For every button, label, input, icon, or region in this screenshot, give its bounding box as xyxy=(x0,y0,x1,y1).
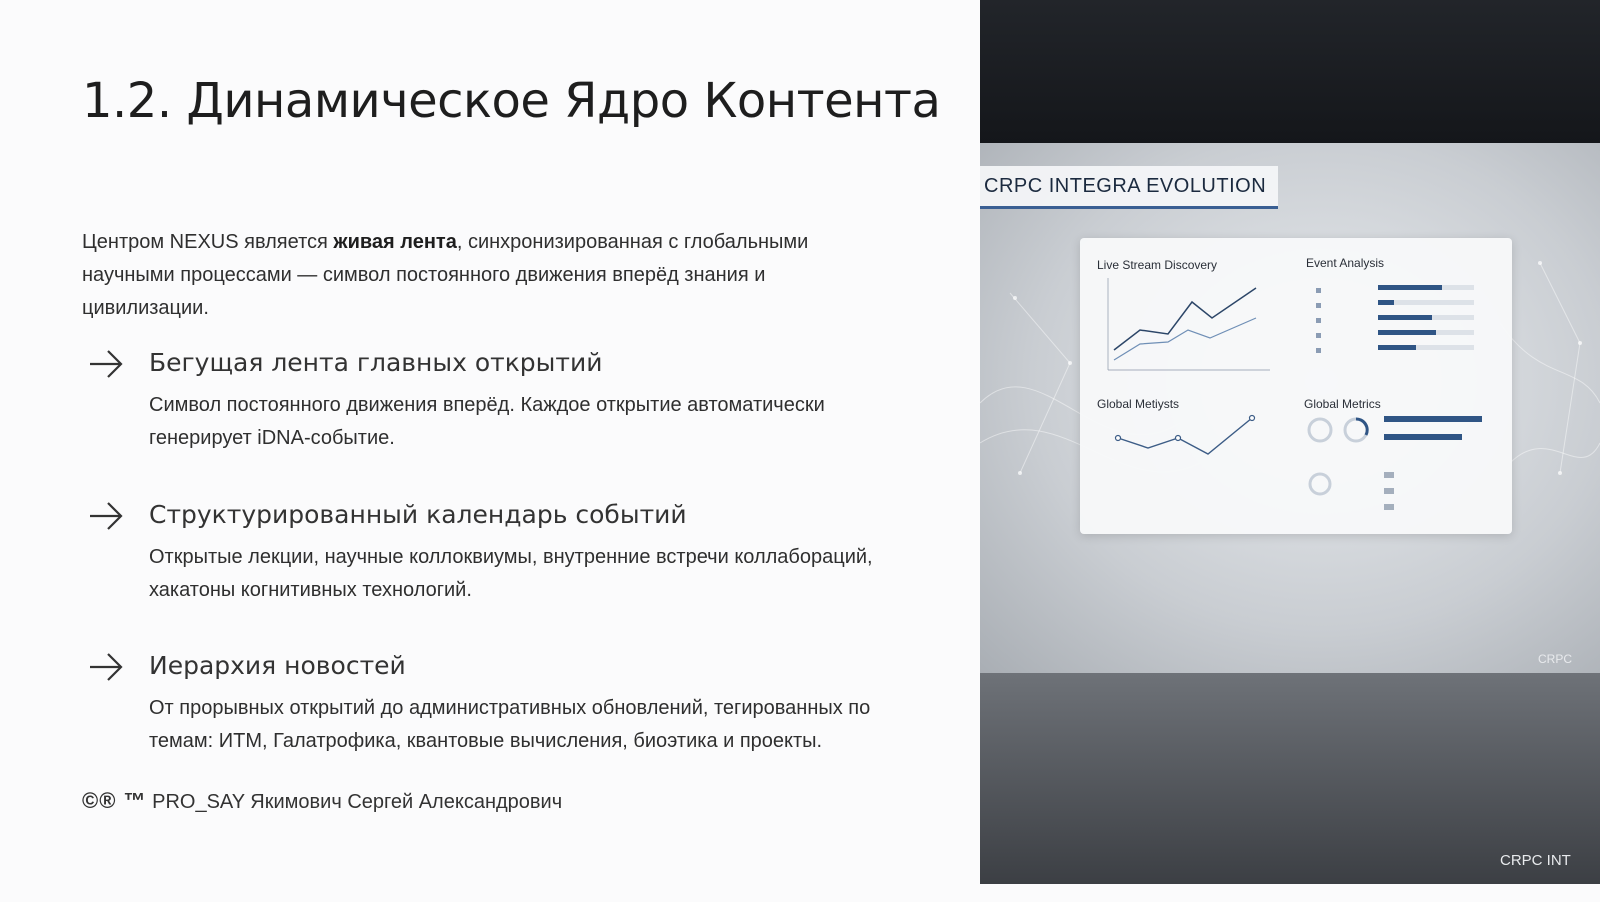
feature-title: Структурированный календарь событий xyxy=(149,500,687,529)
intro-text-end: , синхронизированная с глобальными научными процессами — символ постоянного движения вперёд знания и цивилизации. xyxy=(82,231,809,319)
illustration-photo xyxy=(980,0,1600,884)
feature-description: Символ постоянного движения вперёд. Каждое открытие автоматически генерирует iDNA-событие. xyxy=(149,394,825,449)
bottom-strip xyxy=(980,884,1600,902)
feature-title: Иерархия новостей xyxy=(149,651,406,680)
arrow-right-icon xyxy=(88,501,124,531)
slide-title: 1.2. Динамическое Ядро Контента xyxy=(82,73,941,129)
dashboard-mockup xyxy=(1080,238,1512,534)
arrow-right-icon xyxy=(88,652,124,682)
feature-description: Открытые лекции, научные коллоквиумы, внутренние встречи коллабораций, хакатоны когнитивных технологий. xyxy=(149,546,873,601)
trademark-symbols: ©® ™ xyxy=(82,788,147,813)
intro-text-start: Центром NEXUS является xyxy=(82,231,334,253)
copyright-footer xyxy=(82,786,562,817)
arrow-right-icon xyxy=(88,349,124,379)
feature-description: От прорывных открытий до административных обновлений, тегированных по темам: ИТМ, Галатрофика, квантовые вычисления, биоэтика и проекты. xyxy=(149,697,871,752)
panel-title: Event Analysis xyxy=(1306,256,1385,270)
display-screen xyxy=(980,143,1600,673)
corner-label: CRPC xyxy=(1538,652,1573,666)
intro-paragraph xyxy=(82,226,852,325)
screen-title: CRPC INTEGRA EVOLUTION xyxy=(980,166,1278,209)
intro-highlight: живая лента xyxy=(333,231,457,253)
author-name: PRO_SAY Якимович Сергей Александрович xyxy=(152,791,563,813)
panel-title: Live Stream Discovery xyxy=(1097,258,1218,272)
dashboard-graphics xyxy=(1080,238,1512,534)
panel-title: Global Metiysts xyxy=(1097,397,1180,411)
panel-title: Global Metrics xyxy=(1304,397,1381,411)
ceiling xyxy=(980,0,1600,145)
feature-title: Бегущая лента главных открытий xyxy=(149,348,603,377)
corner-label: CRPC INT xyxy=(1500,852,1571,869)
